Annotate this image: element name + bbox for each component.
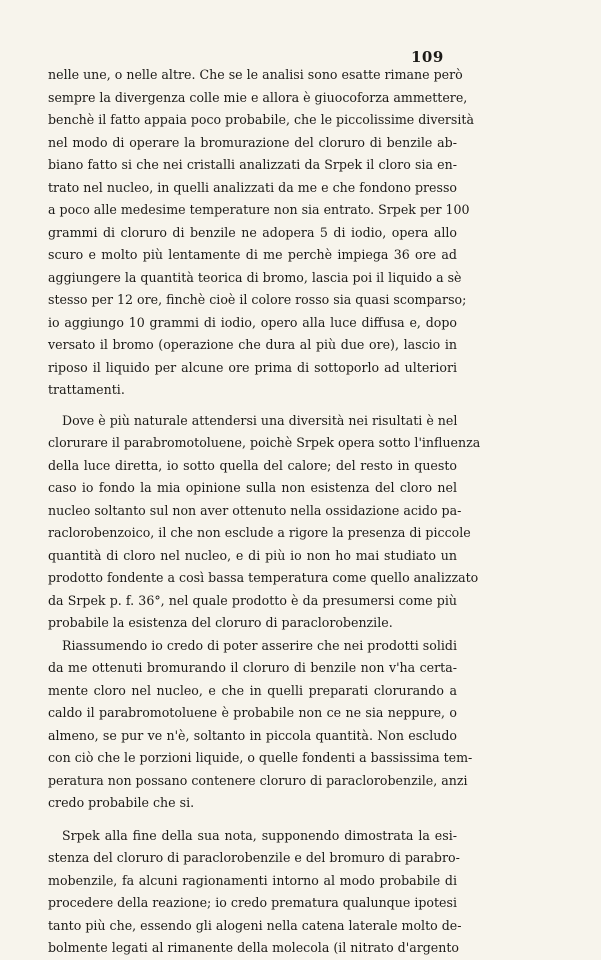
text-line: mobenzile, fa alcuni ragionamenti intorno al modo probabile di (48, 872, 457, 888)
text-line: Dove è più naturale attendersi una diversità nei risultati è nel (62, 412, 458, 428)
text-line: a poco alle medesime temperature non sia entrato. Srpek per 100 (48, 202, 470, 217)
text-line: stesso per 12 ore, finchè cioè il colore rosso sia quasi scomparso; (48, 292, 467, 307)
text-line: da me ottenuti bromurando il cloruro di benzile non v'ha certa- (48, 660, 457, 675)
text-line: quantità di cloro nel nucleo, e di più io non ho mai studiato un (48, 547, 457, 563)
text-line: caldo il parabromotoluene è probabile non ce ne sia neppure, o (48, 705, 457, 720)
text-line: procedere della reazione; io credo prematura qualunque ipotesi (48, 895, 457, 910)
text-line: credo probabile che si. (48, 795, 195, 810)
text-line: almeno, se pur ve n'è, soltanto in piccola quantità. Non escludo (48, 727, 457, 743)
text-line: mente cloro nel nucleo, e che in quelli preparati clorurando a (48, 682, 457, 698)
text-line: io aggiungo 10 grammi di iodio, opero alla luce diffusa e, dopo (48, 314, 457, 330)
text-line: prodotto fondente a così bassa temperatura come quello analizzato (48, 570, 479, 585)
paragraph (48, 64, 474, 402)
page-number: 109 (411, 48, 444, 66)
body-text (48, 64, 481, 960)
text-line: stenza del cloruro di paraclorobenzile e del bromuro di parabro- (48, 850, 460, 865)
text-line: bolmente legati al rimanente della molecola (il nitrato d'argento (48, 940, 459, 955)
text-line: della luce diretta, io sotto quella del calore; del resto in questo (48, 457, 457, 473)
text-line: scuro e molto più lentamente di me perchè impiega 36 ore ad (48, 247, 457, 262)
text-line: biano fatto si che nei cristalli analizzati da Srpek il cloro sia en- (48, 157, 457, 172)
text-line: nelle une, o nelle altre. Che se le analisi sono esatte rimane però (48, 67, 463, 82)
text-line: nel modo di operare la bromurazione del cloruro di benzile ab- (48, 134, 457, 150)
paragraph (48, 635, 473, 815)
text-line: probabile la esistenza del cloruro di paraclorobenzile. (48, 615, 393, 630)
text-line: con ciò che le porzioni liquide, o quelle fondenti a bassissima tem- (48, 750, 473, 765)
text-line: sempre la divergenza colle mie e allora è giuocoforza ammettere, (48, 89, 468, 105)
paragraph (48, 825, 462, 960)
text-line: grammi di cloruro di benzile ne adopera 5 di iodio, opera allo (48, 224, 457, 240)
text-line: trato nel nucleo, in quelli analizzati da me e che fondono presso (48, 179, 457, 195)
text-line: benchè il fatto appaia poco probabile, che le piccolissime diversità (48, 112, 474, 127)
text-line: da Srpek p. f. 36°, nel quale prodotto è da presumersi come più (48, 592, 457, 608)
text-line: riposo il liquido per alcune ore prima di sottoporlo ad ulteriori (48, 359, 457, 375)
text-line: aggiungere la quantità teorica di bromo, lascia poi il liquido a sè (48, 269, 462, 285)
paragraph (48, 410, 481, 635)
text-line: raclorobenzoico, il che non esclude a rigore la presenza di piccole (48, 525, 471, 540)
text-line: nucleo soltanto sul non aver ottenuto nella ossidazione acido pa- (48, 502, 462, 518)
text-line: trattamenti. (48, 382, 125, 397)
text-line: peratura non possano contenere cloruro di paraclorobenzile, anzi (48, 772, 468, 788)
text-line: clorurare il parabromotoluene, poichè Srpek opera sotto l'influenza (48, 435, 481, 450)
text-line: Srpek alla fine della sua nota, supponendo dimostrata la esi- (62, 827, 457, 843)
text-line: caso io fondo la mia opinione sulla non esistenza del cloro nel (48, 480, 457, 495)
text-line: versato il bromo (operazione che dura al più due ore), lascio in (48, 337, 457, 352)
paragraph-gap (48, 402, 457, 410)
text-line: Riassumendo io credo di poter asserire che nei prodotti solidi (62, 637, 457, 653)
paragraph-gap (48, 815, 457, 825)
text-line: tanto più che, essendo gli alogeni nella catena laterale molto de- (48, 917, 462, 933)
